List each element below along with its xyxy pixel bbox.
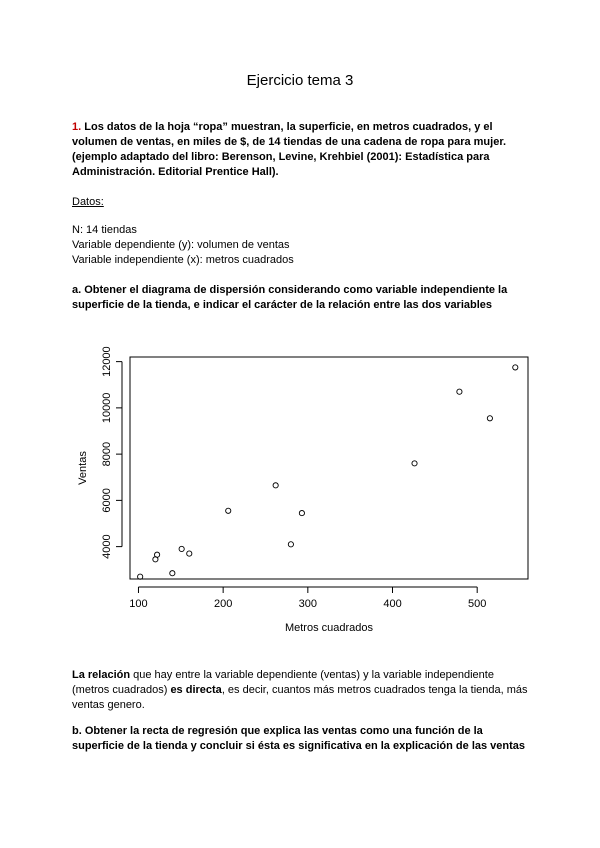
data-point [412,461,417,466]
relation-lead: La relación [72,669,131,681]
datos-n: N: 14 tiendas [72,224,137,236]
y-tick-label: 12000 [101,346,113,377]
data-point [187,551,192,556]
data-point [513,365,518,370]
data-point [154,552,159,557]
data-point [487,416,492,421]
x-tick-label: 500 [468,598,487,610]
x-axis-label: Metros cuadrados [284,622,374,634]
data-point [457,389,462,394]
y-tick-label: 4000 [101,534,113,559]
page-title: Ejercicio tema 3 [246,72,354,89]
part-b-question: b. Obtener la recta de regresión que explica las ventas como una función de la superficie de la tienda y concluir si ésta es significativa en la explicación de las ventas [72,725,526,752]
relation-text-1: que hay entre la variable dependiente (ventas) y la variable independiente (metros cuadrados) [72,669,494,696]
relation-emphasis: es directa [170,684,222,696]
data-point [226,508,231,513]
question-number: 1. [72,121,82,133]
question-1-text: Los datos de la hoja “ropa” muestran, la superficie, en metros cuadrados, y el volumen de ventas, en miles de $, de 14 tiendas de una cadena de ropa para mujer. (ejemplo adaptado del libro: Berenson, Levine, Krehbiel (2001): Estadística para Administración. Editorial Prentice Hall). [72,121,507,178]
x-tick-label: 200 [213,598,233,610]
data-point [179,546,184,551]
datos-independent-variable: Variable independiente (x): metros cuadrados [72,254,294,266]
relation-paragraph [72,668,532,713]
y-tick-label: 8000 [101,441,113,467]
x-tick-label: 300 [298,598,318,610]
data-point [288,542,293,547]
datos-heading: Datos: [72,196,104,208]
datos-dependent-variable: Variable dependiente (y): volumen de ventas [72,239,290,251]
y-tick-label: 10000 [101,392,113,424]
x-tick-label: 100 [129,598,148,610]
y-axis-label: Ventas [77,451,89,485]
x-tick-label: 400 [383,598,402,610]
y-tick-label: 6000 [101,488,113,513]
part-a-question: a. Obtener el diagrama de dispersión considerando como variable independiente la superficie de la tienda, e indicar el carácter de la relación entre las dos variables [72,284,508,311]
data-point [170,571,175,576]
question-1 [72,120,532,180]
plot-frame [130,357,528,579]
scatter-chart [70,345,540,645]
relation-text-2: , es decir, cuantos más metros cuadrados tenga la tienda, más ventas genero. [72,684,528,711]
data-point [299,510,304,515]
data-point [273,483,278,488]
